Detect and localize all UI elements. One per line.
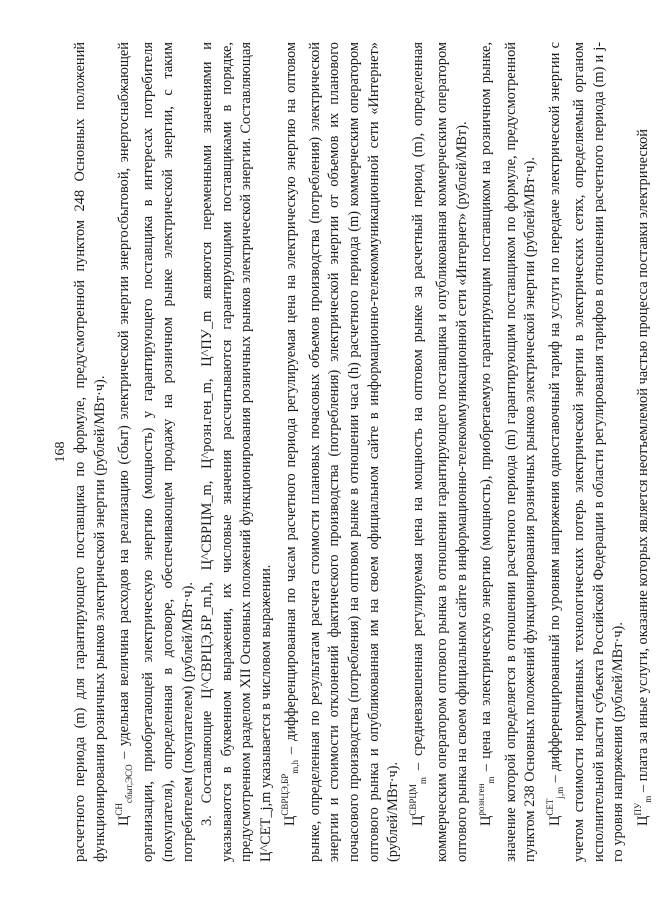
document-body — [71, 42, 658, 862]
paragraph-continuation: расчетного периода (m) для гарантирующего поставщика по формуле, предусмотренной пунктом 248 Основных положений функционирования розничных рынков электрической энергии (рублей/МВт·ч). — [72, 42, 108, 862]
paragraph-definition-sbyt: $Ц^{СН}_{сбыт,ЭСО}$ – удельная величина расходов на реализацию (сбыт) электрической энергии энергосбытовой, энергоснабжающей организации, приобретающей электрическую энергию (мощность) у гарантирующего поставщика в интересах потребителя (покупателя), определенная в договоре, обеспечивающем продажу на розничном рынке электрической энергии, с таким потребителем (покупателем) (рублей/МВт·ч). — [114, 42, 196, 862]
paragraph-definition-pu: $Ц^{ПУ}_m$ – плата за иные услуги, оказание которых является неотъемлемой частью процесса поставки электрической — [632, 129, 653, 826]
formula-symbol: $Ц^{СН}_{сбыт,ЭСО}$ — [114, 764, 134, 826]
formula-symbol: $Ц^{СЕТ}_{j,m}$ — [544, 786, 565, 826]
paragraph-definition-set: $Ц^{СЕТ}_{j,m}$ – дифференцированный по уровням напряжения одноставочный тариф на услуги по передаче электрической энергии с учетом стоимости нормативных технологических потерь электрической энергии в электрических сетях, определяемый органом исполнительной власти субъекта Российской Федерации в области регулирования тарифов в отношении расчетного периода (m) и j-го уровня напряжения (рублей/МВт·ч). — [544, 42, 627, 862]
formula-symbol: $Ц^{СВРЦЭ,БР}_{m,h}$ — [280, 759, 301, 826]
paragraph-clause-3: 3. Составляющие Ц^СВРЦЭ,БР_m,h, Ц^СВРЦМ_m, Ц^розн.ген_m, Ц^ПУ_m являются переменными значениями и указываются в буквенном выражении, их числовые значения рассчитываются гарантирующими поставщиками в порядке, предусмотренном разделом XII Основных положений функционирования розничных рынков электрической энергии. Составляющая Ц^СЕТ_j,m указывается в числовом выражении. — [199, 42, 275, 862]
rotated-text-block — [53, 42, 653, 862]
formula-symbol: $Ц^{ПУ}_m$ — [632, 795, 653, 826]
formula-symbol: $Ц^{розн.ген}_m$ — [476, 776, 496, 826]
page-number: 168 — [53, 441, 68, 463]
paragraph-definition-svrcm: $Ц^{СВРЦМ}_m$ – средневзвешенная регулируемая цена на мощность на оптовом рынке за расчетный период (m), определенная коммерческим оператором оптового рынка в отношении гарантирующего поставщика и опубликованная коммерческим оператором оптового рынка на своем официальном сайте в информационно-телекоммуникационной сети «Интернет» (рублей/МВт). — [407, 42, 470, 862]
formula-symbol: $Ц^{СВРЦМ}_m$ — [407, 777, 428, 826]
paragraph-definition-svrce: $Ц^{СВРЦЭ,БР}_{m,h}$ – дифференцированная по часам расчетного периода регулируемая цена на электрическую энергию на оптовом рынке, определенная по результатам расчета стоимости плановых почасовых объемов производства (потребления) электрической энергии и стоимости отклонений фактического производства (потребления) электрической энергии от объемов их планового почасового производства (потребления) на оптовом рынке в отношении часа (h) расчетного периода (m) коммерческим оператором оптового рынка и опубликованная им на своем официальном сайте в информационно-телекоммуникационной сети «Интернет» (рублей/МВт·ч). — [280, 42, 402, 862]
paragraph-definition-rozn-gen: $Ц^{розн.ген}_m$ – цена на электрическую энергию (мощность), приобретаемую гарантирующим поставщиком на розничном рынке, значение которой определяется в отношении расчетного периода (m) гарантирующим поставщиком по формуле, предусмотренной пунктом 238 Основных положений функционирования розничных рынков электрической энергии (рублей/МВт·ч). — [476, 42, 539, 862]
